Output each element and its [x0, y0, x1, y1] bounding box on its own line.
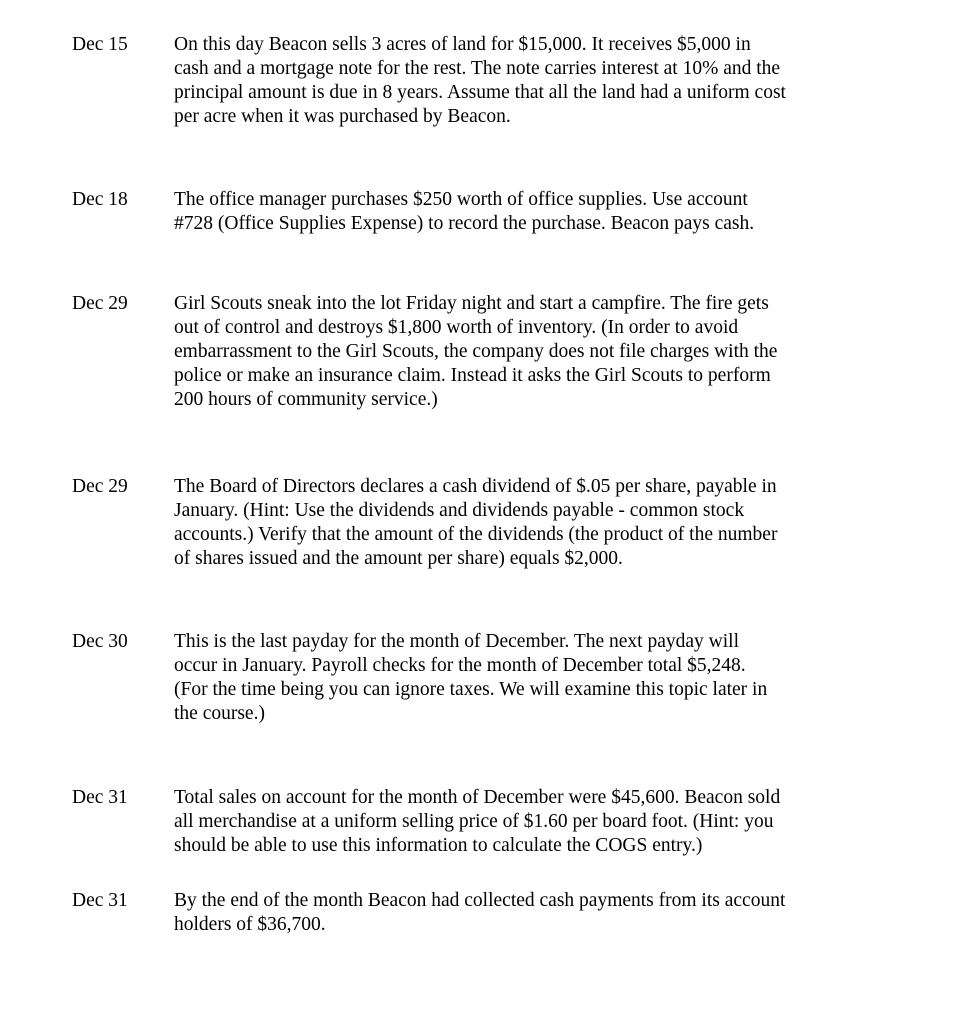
- description-line: embarrassment to the Girl Scouts, the company does not file charges with the: [174, 341, 778, 362]
- description-line: Girl Scouts sneak into the lot Friday night and start a campfire. The fire gets: [174, 293, 769, 314]
- description-line: police or make an insurance claim. Instead it asks the Girl Scouts to perform: [174, 365, 771, 386]
- description-line: On this day Beacon sells 3 acres of land for $15,000. It receives $5,000 in: [174, 34, 751, 55]
- entry-description: [174, 292, 894, 412]
- description-line: holders of $36,700.: [174, 914, 326, 935]
- entry-description: [174, 475, 894, 571]
- description-line: of shares issued and the amount per share) equals $2,000.: [174, 548, 623, 569]
- entry-description: [174, 188, 894, 236]
- description-line: occur in January. Payroll checks for the month of December total $5,248.: [174, 655, 746, 676]
- description-line: all merchandise at a uniform selling price of $1.60 per board foot. (Hint: you: [174, 811, 774, 832]
- description-line: out of control and destroys $1,800 worth of inventory. (In order to avoid: [174, 317, 739, 338]
- description-line: January. (Hint: Use the dividends and dividends payable - common stock: [174, 500, 745, 521]
- description-line: per acre when it was purchased by Beacon.: [174, 106, 511, 127]
- description-line: accounts.) Verify that the amount of the dividends (the product of the number: [174, 524, 778, 545]
- description-line: the course.): [174, 703, 265, 724]
- description-line: should be able to use this information to calculate the COGS entry.): [174, 835, 703, 856]
- description-line: cash and a mortgage note for the rest. The note carries interest at 10% and the: [174, 58, 781, 79]
- entry-description: [174, 889, 894, 937]
- entry-date: Dec 31: [72, 890, 128, 911]
- description-line: By the end of the month Beacon had collected cash payments from its account: [174, 890, 786, 911]
- description-line: The Board of Directors declares a cash dividend of $.05 per share, payable in: [174, 476, 777, 497]
- description-line: 200 hours of community service.): [174, 389, 438, 410]
- entry-description: [174, 33, 894, 129]
- entry-date: Dec 29: [72, 476, 128, 497]
- entry-description: [174, 630, 894, 726]
- description-line: #728 (Office Supplies Expense) to record the purchase. Beacon pays cash.: [174, 213, 755, 234]
- description-line: The office manager purchases $250 worth of office supplies. Use account: [174, 189, 748, 210]
- description-line: (For the time being you can ignore taxes. We will examine this topic later in: [174, 679, 768, 700]
- entry-date: Dec 30: [72, 631, 128, 652]
- entry-date: Dec 15: [72, 34, 128, 55]
- entry-description: [174, 786, 894, 858]
- entry-date: Dec 18: [72, 189, 128, 210]
- description-line: This is the last payday for the month of December. The next payday will: [174, 631, 739, 652]
- entry-date: Dec 31: [72, 787, 128, 808]
- description-line: Total sales on account for the month of December were $45,600. Beacon sold: [174, 787, 781, 808]
- entry-date: Dec 29: [72, 293, 128, 314]
- description-line: principal amount is due in 8 years. Assume that all the land had a uniform cost: [174, 82, 786, 103]
